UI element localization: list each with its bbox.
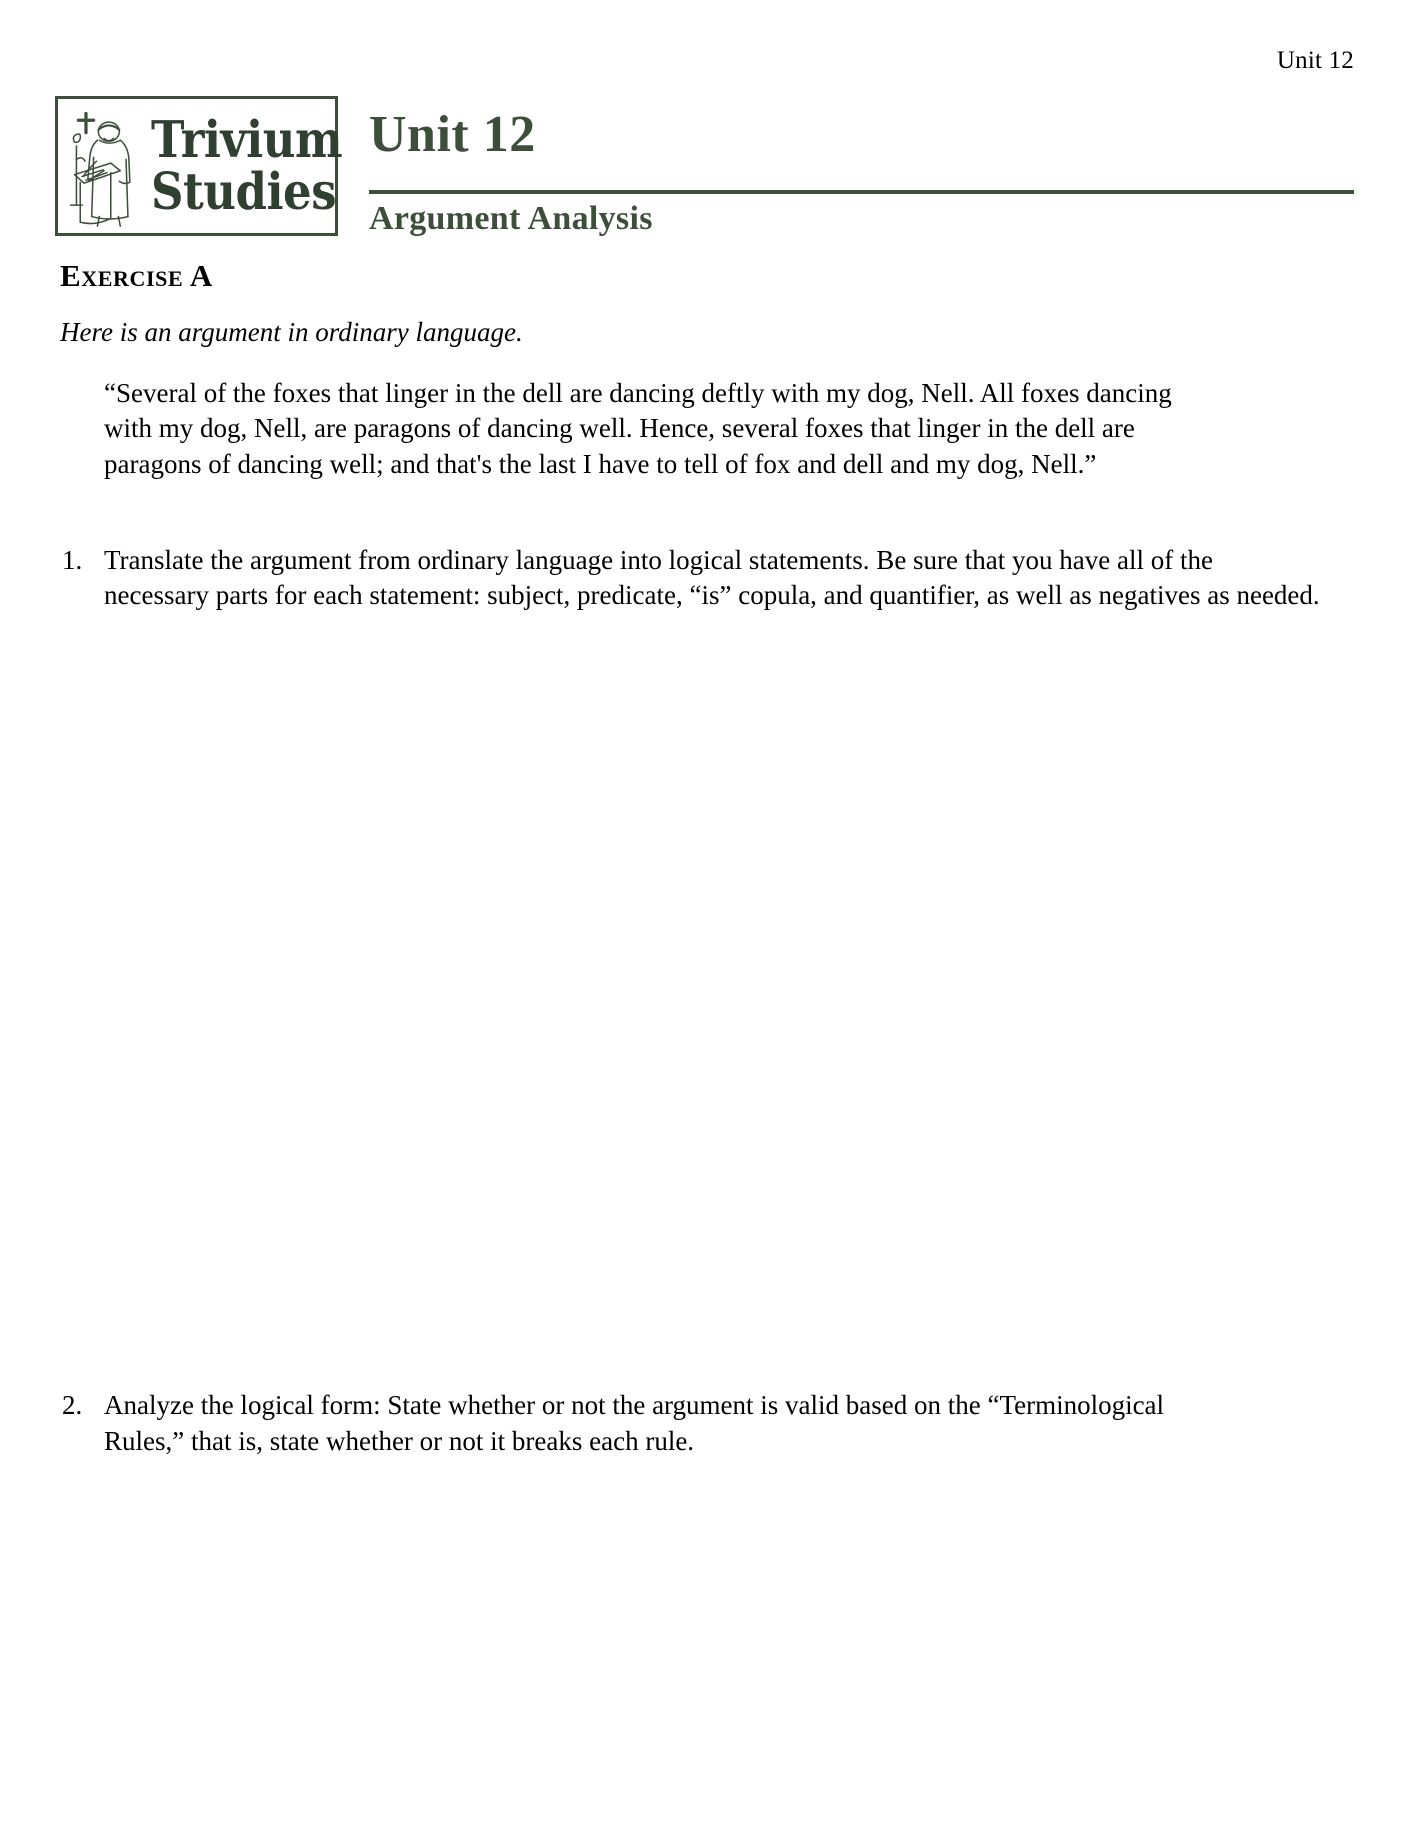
- exercise-heading: Exercise A: [60, 258, 213, 293]
- trivium-studies-logo: [55, 96, 343, 236]
- question-text-2: Analyze the logical form: State whether or not the argument is valid based on the “Terminological Rules,” that is, state whether or not it breaks each rule.: [104, 1390, 1165, 1456]
- logo-word-studies: Studies: [151, 161, 337, 222]
- masthead: [55, 96, 1354, 246]
- question-item-2-container: [58, 1388, 1258, 1459]
- question-marker-2: 2.: [62, 1390, 83, 1420]
- worksheet-content: [58, 258, 1348, 1082]
- unit-title: Unit 12: [369, 106, 536, 163]
- scribe-monk-at-lectern-icon: [63, 104, 149, 228]
- logo-wordmark: [149, 104, 342, 228]
- question-marker-1: 1.: [62, 544, 83, 575]
- question-item-2: [58, 1388, 1204, 1459]
- question-item-1: [58, 543, 1324, 614]
- running-header-unit: Unit 12: [1276, 47, 1354, 74]
- masthead-titles: [360, 96, 1354, 236]
- exercise-question-list-continued: [58, 1388, 1258, 1459]
- masthead-divider-rule: [369, 190, 1354, 194]
- question-text-1: Translate the argument from ordinary language into logical statements. Be sure that you have all of the necessary parts for each statement: subject, predicate, “is” copula, and quantifier, as well as negatives as needed.: [104, 544, 1320, 611]
- exercise-instruction-italic: Here is an argument in ordinary language.: [60, 317, 523, 347]
- argument-quote: “Several of the foxes that linger in the dell are dancing deftly with my dog, Nell. All foxes dancing with my dog, Nell, are paragons of dancing well. Hence, several foxes that linger in the dell are paragons of dancing well; and that's the last I have to tell of fox and dell and my dog, Nell.”: [104, 377, 1172, 479]
- logo-word-trivium: Trivium: [151, 109, 343, 170]
- unit-subtitle: Argument Analysis: [369, 200, 653, 237]
- answer-space-1[interactable]: [58, 614, 1348, 1082]
- exercise-question-list: [58, 543, 1348, 614]
